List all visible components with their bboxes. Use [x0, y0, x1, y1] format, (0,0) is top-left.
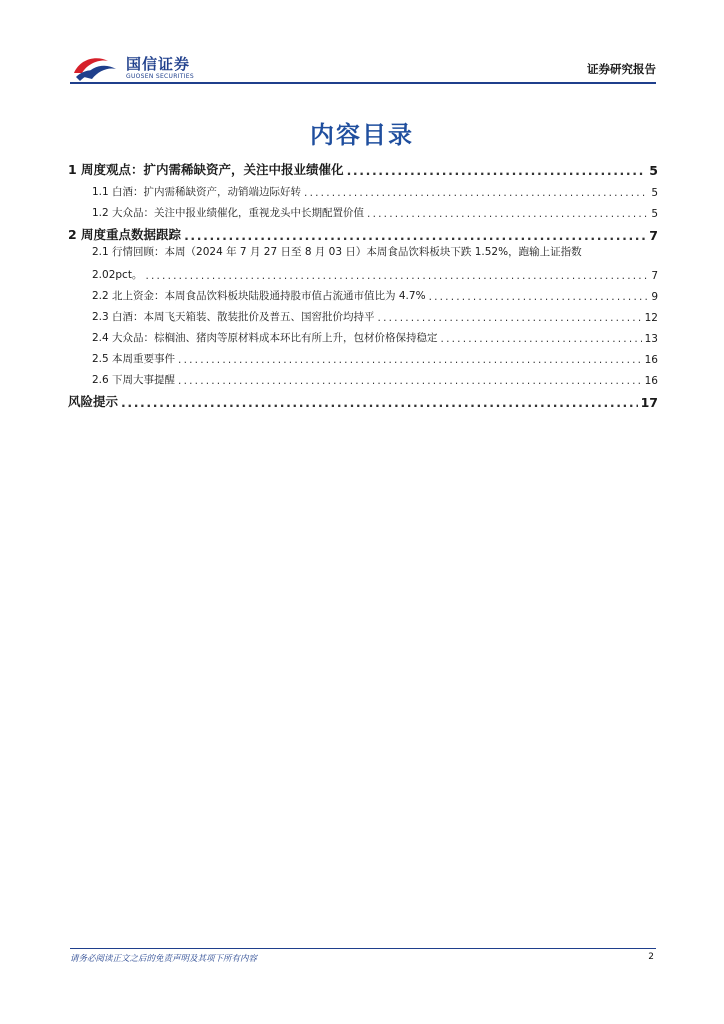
toc-entry-2-4[interactable] — [68, 324, 658, 345]
toc-leader-dots — [178, 375, 642, 387]
toc-leader-dots — [429, 291, 649, 303]
toc-leader-dots — [184, 228, 646, 243]
toc-entry-label: 2.4 大众品：棕榈油、猪肉等原材料成本环比有所上升，包材价格保持稳定 — [92, 332, 438, 344]
toc-entry-label: 2.2 北上资金：本周食品饮料板块陆股通持股市值占流通市值比为 4.7% — [92, 290, 426, 302]
toc-entry-label: 1 周度观点：扩内需稀缺资产，关注中报业绩催化 — [68, 162, 344, 177]
toc-entry-page: 9 — [651, 291, 658, 303]
toc-entry-label: 2.6 下周大事提醒 — [92, 374, 176, 386]
toc-entry-label: 1.1 白酒：扩内需稀缺资产，动销端边际好转 — [92, 186, 302, 198]
toc-entry-risk[interactable] — [68, 387, 658, 410]
toc-entry-label: 2.5 本周重要事件 — [92, 353, 176, 365]
toc-entry-2-2[interactable] — [68, 282, 658, 303]
page-header — [70, 48, 656, 82]
toc-entry-1[interactable] — [68, 155, 658, 178]
brand-name-en: GUOSEN SECURITIES — [126, 73, 195, 80]
toc-leader-dots — [367, 208, 648, 220]
toc-title: 内容目录 — [310, 121, 414, 149]
toc-entry-2-6[interactable] — [68, 366, 658, 387]
toc-entry-label: 风险提示 — [68, 394, 119, 409]
brand-name-cn: 国信证券 — [126, 55, 191, 73]
footer-divider — [70, 948, 656, 949]
toc-leader-dots — [347, 163, 647, 178]
toc-entry-2-3[interactable] — [68, 303, 658, 324]
toc-leader-dots — [121, 395, 638, 410]
toc-leader-dots — [378, 312, 642, 324]
toc-leader-dots — [441, 333, 642, 345]
table-of-contents — [68, 155, 658, 410]
toc-entry-2-1[interactable] — [68, 243, 658, 282]
report-type-label: 证券研究报告 — [587, 62, 656, 76]
toc-entry-page: 16 — [644, 375, 658, 387]
toc-entry-page: 13 — [644, 333, 658, 345]
toc-entry-page: 5 — [651, 187, 658, 199]
toc-entry-label: 2 周度重点数据跟踪 — [68, 227, 182, 242]
toc-entry-page: 5 — [651, 208, 658, 220]
toc-entry-page: 17 — [640, 395, 658, 410]
header-divider — [70, 82, 656, 84]
toc-entry-page: 7 — [651, 270, 658, 282]
toc-leader-dots — [178, 354, 642, 366]
toc-entry-1-2[interactable] — [68, 199, 658, 220]
guosen-logo-icon — [70, 51, 120, 83]
toc-entry-page: 12 — [644, 312, 658, 324]
toc-entry-label: 1.2 大众品：关注中报业绩催化，重视龙头中长期配置价值 — [92, 207, 365, 219]
toc-leader-dots — [304, 187, 648, 199]
brand-logo — [70, 51, 210, 83]
toc-entry-2[interactable] — [68, 220, 658, 243]
toc-entry-page: 5 — [649, 163, 658, 178]
toc-leader-dots — [145, 270, 648, 282]
toc-entry-label-continued: 2.02pct。 — [92, 269, 143, 281]
toc-entry-label: 2.1 行情回顾：本周（2024 年 7 月 27 日至 8 月 03 日）本周食品饮料板块下跌 1.52%，跑输上证指数 — [92, 246, 582, 258]
footer-disclaimer: 请务必阅读正文之后的免责声明及其项下所有内容 — [70, 954, 258, 964]
toc-entry-page: 7 — [649, 228, 658, 243]
toc-entry-1-1[interactable] — [68, 178, 658, 199]
toc-entry-2-5[interactable] — [68, 345, 658, 366]
toc-entry-page: 16 — [644, 354, 658, 366]
page-number: 2 — [648, 952, 654, 962]
toc-entry-label: 2.3 白酒：本周飞天箱装、散装批价及普五、国窖批价均持平 — [92, 311, 375, 323]
